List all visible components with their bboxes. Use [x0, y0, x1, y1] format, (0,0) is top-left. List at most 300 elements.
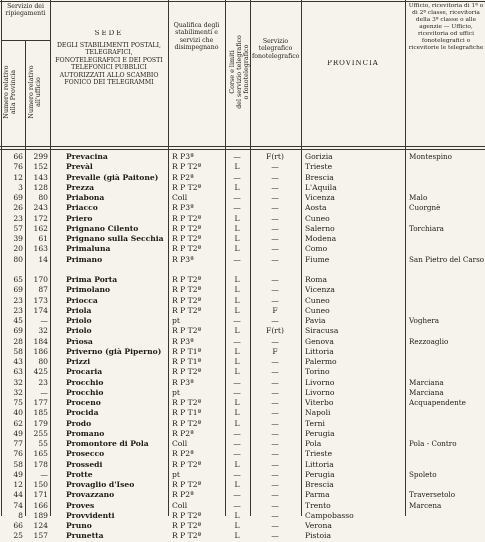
- cell-numero-ufficio: 166: [33, 500, 48, 510]
- cell-numero-ufficio: 124: [33, 521, 48, 530]
- cell-sede-name: Priverno (già Piperno): [66, 346, 162, 356]
- cell-qualifica: R P2ª: [172, 449, 194, 459]
- cell-qualifica: R P T2ª: [172, 459, 202, 469]
- cell-corse-limiti: —: [233, 254, 241, 264]
- cell-servizio: —: [271, 162, 279, 172]
- cell-qualifica: R P T2ª: [172, 162, 202, 172]
- cell-sede-name: Procida: [66, 408, 99, 418]
- cell-qualifica: R P T2ª: [172, 275, 202, 284]
- cell-numero-provincia: 39: [13, 234, 23, 243]
- table-row: [0, 193, 485, 204]
- cell-corse-limiti: L: [234, 367, 240, 377]
- cell-provincia: Trieste: [305, 162, 333, 172]
- cell-servizio: —: [271, 182, 279, 192]
- cell-servizio: —: [271, 275, 279, 284]
- cell-servizio: F: [272, 305, 278, 315]
- cell-provincia: Livorno: [305, 377, 335, 387]
- cell-numero-ufficio: 87: [38, 285, 48, 295]
- cell-numero-provincia: 44: [13, 490, 23, 500]
- cell-servizio: —: [271, 398, 279, 407]
- cell-sede-name: Protte: [66, 469, 93, 479]
- cell-provincia: Perugia: [305, 428, 335, 438]
- cell-numero-ufficio: 177: [33, 398, 48, 407]
- cell-sede-name: Prunetta: [66, 531, 104, 541]
- table-row: [0, 265, 485, 276]
- table-row: [0, 296, 485, 307]
- cell-numero-provincia: 43: [13, 357, 23, 366]
- cell-provincia: Trento: [305, 500, 331, 510]
- cell-qualifica: R P T1ª: [172, 346, 202, 356]
- cell-numero-provincia: 45: [13, 316, 23, 325]
- cell-provincia: Cuneo: [305, 305, 330, 315]
- cell-sede-name: Prìosa: [66, 336, 93, 346]
- cell-numero-provincia: 74: [13, 500, 23, 510]
- header-ufficio: Ufficio, ricevitoria di 1ª o di 2ª classe, ricevitoria della 3ª classe o alle agenzie — Ufficio, ricevitoria od uffici fonotelegrafici o ricevitorie le telegrafiche: [408, 3, 484, 51]
- cell-servizio: —: [271, 428, 279, 438]
- cell-sede-name: Prossedi: [66, 459, 103, 469]
- cell-servizio: —: [271, 244, 279, 254]
- cell-numero-provincia: 57: [13, 223, 23, 233]
- cell-servizio: —: [271, 234, 279, 243]
- header-qualifica: Qualifica degli stabilimenti e servizi che disimpegnano: [173, 22, 220, 52]
- cell-numero-ufficio: 163: [33, 244, 48, 254]
- cell-servizio: —: [271, 193, 279, 202]
- cell-numero-ufficio: 128: [33, 182, 48, 192]
- header-ripiegamenti: Servizio dei ripiegamenti: [5, 3, 46, 18]
- table-row: [0, 162, 485, 173]
- cell-numero-ufficio: 157: [33, 531, 48, 541]
- cell-corse-limiti: —: [233, 193, 241, 202]
- cell-sede-name: Prosecco: [66, 449, 105, 459]
- cell-ufficio: Voghera: [409, 316, 440, 325]
- cell-sede-name: Prevalle (già Paitone): [66, 172, 159, 182]
- table-row: [0, 255, 485, 266]
- cell-corse-limiti: L: [234, 182, 240, 192]
- table-row: [0, 367, 485, 378]
- cell-servizio: —: [271, 316, 279, 325]
- cell-servizio: —: [271, 408, 279, 418]
- cell-provincia: Torino: [305, 367, 330, 377]
- table-row: [0, 531, 485, 542]
- cell-servizio: F: [272, 346, 278, 356]
- table-row: [0, 460, 485, 471]
- cell-servizio: —: [271, 285, 279, 295]
- cell-provincia: Perugia: [305, 469, 335, 479]
- cell-numero-provincia: 8: [18, 510, 23, 520]
- cell-numero-ufficio: 186: [33, 346, 48, 356]
- cell-numero-ufficio: 172: [33, 213, 48, 223]
- cell-servizio: F(rt): [266, 152, 284, 161]
- cell-qualifica: R P T1ª: [172, 357, 202, 366]
- cell-provincia: Pavia: [305, 316, 326, 325]
- cell-corse-limiti: L: [234, 510, 240, 520]
- table-row: [0, 378, 485, 389]
- cell-sede-name: Priero: [66, 213, 93, 223]
- cell-numero-provincia: 62: [13, 418, 23, 428]
- cell-corse-limiti: —: [233, 316, 241, 325]
- cell-qualifica: R P T2ª: [172, 234, 202, 243]
- cell-numero-provincia: 40: [13, 408, 23, 418]
- cell-numero-provincia: 3: [18, 182, 23, 192]
- cell-servizio: —: [271, 500, 279, 510]
- cell-ufficio: Torchiara: [409, 223, 444, 233]
- cell-qualifica: Coll: [172, 500, 188, 510]
- table-row: [0, 521, 485, 532]
- cell-sede-name: Prignano Cilento: [66, 223, 139, 233]
- cell-sede-name: Procaria: [66, 367, 103, 377]
- cell-sede-name: Provaglio d'Iseo: [66, 480, 135, 489]
- cell-servizio: —: [271, 531, 279, 541]
- table-row: [0, 439, 485, 450]
- cell-qualifica: R P T2ª: [172, 367, 202, 377]
- cell-corse-limiti: —: [233, 449, 241, 459]
- cell-corse-limiti: L: [234, 305, 240, 315]
- cell-corse-limiti: L: [234, 213, 240, 223]
- cell-numero-provincia: 26: [13, 203, 23, 213]
- cell-sede-name: Proves: [66, 500, 95, 510]
- cell-corse-limiti: L: [234, 398, 240, 407]
- table-row: [0, 173, 485, 184]
- cell-sede-name: Priabona: [66, 193, 105, 202]
- cell-corse-limiti: —: [233, 387, 241, 397]
- cell-sede-name: Prizzi: [66, 357, 91, 366]
- cell-numero-ufficio: —: [40, 387, 48, 397]
- cell-servizio: —: [271, 223, 279, 233]
- cell-servizio: —: [271, 336, 279, 346]
- group-rule: [1, 40, 50, 41]
- cell-numero-provincia: 76: [13, 449, 23, 459]
- cell-ufficio: Traversetolo: [409, 490, 456, 500]
- cell-numero-ufficio: 299: [33, 152, 48, 161]
- table-row: [0, 316, 485, 327]
- cell-sede-name: Provazzano: [66, 490, 115, 500]
- table-row: [0, 490, 485, 501]
- cell-sede-name: Procchio: [66, 377, 104, 387]
- table-row: [0, 152, 485, 163]
- table-row: [0, 480, 485, 491]
- cell-qualifica: pt: [172, 469, 180, 479]
- cell-provincia: Palermo: [305, 357, 337, 366]
- cell-provincia: Viterbo: [305, 398, 334, 407]
- cell-numero-ufficio: 80: [38, 357, 48, 366]
- cell-corse-limiti: —: [233, 490, 241, 500]
- cell-servizio: —: [271, 418, 279, 428]
- cell-sede-name: Procchio: [66, 387, 104, 397]
- table-row: [0, 326, 485, 337]
- cell-numero-ufficio: 32: [38, 326, 48, 336]
- cell-numero-provincia: 58: [13, 459, 23, 469]
- cell-numero-ufficio: 425: [33, 367, 48, 377]
- cell-provincia: Parma: [305, 490, 330, 500]
- cell-provincia: Vicenza: [305, 285, 335, 295]
- cell-qualifica: Coll: [172, 439, 188, 448]
- cell-corse-limiti: L: [234, 418, 240, 428]
- cell-ufficio: Spoleto: [409, 469, 437, 479]
- table-row: [0, 429, 485, 440]
- cell-servizio: —: [271, 480, 279, 489]
- cell-numero-ufficio: 170: [33, 275, 48, 284]
- cell-numero-ufficio: 14: [38, 254, 48, 264]
- cell-numero-provincia: 12: [13, 480, 23, 489]
- table-row: [0, 347, 485, 358]
- table-row: [0, 244, 485, 255]
- header-rule: [0, 146, 485, 147]
- cell-corse-limiti: L: [234, 162, 240, 172]
- cell-numero-provincia: 63: [13, 367, 23, 377]
- cell-numero-ufficio: 55: [38, 439, 48, 448]
- cell-provincia: Pola: [305, 439, 322, 448]
- cell-ufficio: Montespino: [409, 152, 453, 161]
- cell-qualifica: R P3ª: [172, 152, 194, 161]
- cell-qualifica: R P2ª: [172, 428, 194, 438]
- table-row: [0, 306, 485, 317]
- cell-qualifica: R P T2ª: [172, 510, 202, 520]
- cell-numero-ufficio: —: [40, 469, 48, 479]
- cell-qualifica: R P T2ª: [172, 326, 202, 336]
- cell-numero-provincia: 49: [13, 428, 23, 438]
- cell-qualifica: R P T2ª: [172, 182, 202, 192]
- cell-sede-name: Primano: [66, 254, 103, 264]
- cell-sede-name: Priolo: [66, 326, 92, 336]
- cell-servizio: —: [271, 377, 279, 387]
- header-sede-title: SEDE: [94, 30, 124, 37]
- cell-provincia: Littoria: [305, 346, 334, 356]
- header-numero-ufficio: Numero relativo all'ufficio: [27, 65, 43, 119]
- cell-numero-ufficio: 171: [33, 490, 48, 500]
- cell-provincia: Roma: [305, 275, 328, 284]
- cell-qualifica: R P T2ª: [172, 521, 202, 530]
- cell-servizio: —: [271, 469, 279, 479]
- table-row: [0, 285, 485, 296]
- cell-qualifica: R P3ª: [172, 377, 194, 387]
- cell-numero-provincia: 75: [13, 398, 23, 407]
- cell-ufficio: Acquapendente: [409, 398, 466, 407]
- cell-qualifica: R P T2ª: [172, 531, 202, 541]
- header-rule: [0, 149, 485, 150]
- cell-provincia: Vicenza: [305, 193, 335, 202]
- cell-sede-name: Prima Porta: [66, 275, 118, 284]
- cell-provincia: Cuneo: [305, 213, 330, 223]
- cell-numero-ufficio: 150: [33, 480, 48, 489]
- cell-provincia: Littoria: [305, 459, 334, 469]
- cell-sede-name: Priocca: [66, 295, 98, 305]
- cell-provincia: Genova: [305, 336, 334, 346]
- cell-corse-limiti: —: [233, 469, 241, 479]
- cell-sede-name: Pruno: [66, 521, 92, 530]
- cell-numero-provincia: 58: [13, 346, 23, 356]
- cell-numero-ufficio: 61: [38, 234, 48, 243]
- cell-servizio: —: [271, 367, 279, 377]
- cell-numero-ufficio: 178: [33, 459, 48, 469]
- cell-qualifica: R P T2ª: [172, 418, 202, 428]
- cell-corse-limiti: —: [233, 377, 241, 387]
- cell-corse-limiti: —: [233, 336, 241, 346]
- cell-corse-limiti: L: [234, 234, 240, 243]
- cell-sede-name: Priacco: [66, 203, 98, 213]
- cell-numero-ufficio: —: [40, 316, 48, 325]
- cell-servizio: —: [271, 295, 279, 305]
- cell-numero-provincia: 23: [13, 213, 23, 223]
- top-rule: [0, 1, 485, 2]
- cell-provincia: Salerno: [305, 223, 335, 233]
- cell-qualifica: R P3ª: [172, 254, 194, 264]
- cell-corse-limiti: —: [233, 152, 241, 161]
- cell-numero-ufficio: 174: [33, 305, 48, 315]
- cell-corse-limiti: L: [234, 521, 240, 530]
- cell-qualifica: R P T2ª: [172, 244, 202, 254]
- cell-ufficio: Pola - Contro: [409, 439, 457, 448]
- cell-numero-provincia: 69: [13, 193, 23, 202]
- cell-numero-provincia: 76: [13, 162, 23, 172]
- cell-servizio: —: [271, 459, 279, 469]
- cell-corse-limiti: L: [234, 326, 240, 336]
- cell-corse-limiti: —: [233, 439, 241, 448]
- cell-qualifica: R P T2ª: [172, 295, 202, 305]
- cell-numero-provincia: 49: [13, 469, 23, 479]
- table-row: [0, 511, 485, 522]
- cell-sede-name: Prignano sulla Secchia: [66, 234, 164, 243]
- table-row: [0, 501, 485, 512]
- cell-numero-ufficio: 243: [33, 203, 48, 213]
- header-provincia: PROVINCIA: [327, 60, 379, 67]
- header-servizio: Servizio telegrafico fonotelegrafico: [252, 38, 299, 60]
- table-row: [0, 408, 485, 419]
- cell-ufficio: San Pietro del Carso: [409, 254, 485, 264]
- cell-corse-limiti: L: [234, 346, 240, 356]
- table-row: [0, 214, 485, 225]
- cell-provincia: Campobasso: [305, 510, 354, 520]
- cell-numero-ufficio: 162: [33, 223, 48, 233]
- cell-qualifica: R P3ª: [172, 336, 194, 346]
- cell-qualifica: R P3ª: [172, 203, 194, 213]
- cell-numero-provincia: 20: [13, 244, 23, 254]
- header-corse: Corse e limiti del servizio telegrafico o fonotelegrafico: [228, 35, 251, 109]
- cell-sede-name: Promontore di Pola: [66, 439, 149, 448]
- cell-qualifica: R P T1ª: [172, 408, 202, 418]
- cell-ufficio: Marciana: [409, 377, 444, 387]
- cell-corse-limiti: —: [233, 428, 241, 438]
- cell-provincia: Brescia: [305, 172, 334, 182]
- cell-ufficio: Rezzoaglio: [409, 336, 449, 346]
- cell-qualifica: Coll: [172, 193, 188, 202]
- cell-numero-provincia: 80: [13, 254, 23, 264]
- table-row: [0, 470, 485, 481]
- cell-servizio: F(rt): [266, 326, 284, 336]
- cell-provincia: Pistoia: [305, 531, 332, 541]
- cell-servizio: —: [271, 213, 279, 223]
- cell-numero-ufficio: 80: [38, 193, 48, 202]
- cell-numero-provincia: 69: [13, 285, 23, 295]
- table-row: [0, 449, 485, 460]
- table-row: [0, 183, 485, 194]
- cell-ufficio: Marciana: [409, 387, 444, 397]
- table-row: [0, 357, 485, 368]
- table-row: [0, 419, 485, 430]
- cell-qualifica: R P T2ª: [172, 398, 202, 407]
- cell-provincia: Trieste: [305, 449, 333, 459]
- cell-provincia: Verona: [305, 521, 332, 530]
- header-sede-desc: DEGLI STABILIMENTI POSTALI, TELEGRAFICI, FONOTELEGRAFICI E DEI POSTI TELEFONICI PUBBLICI AUTORIZZATI ALLO SCAMBIO FONICO DEI TELEGRAMMI: [55, 42, 163, 87]
- cell-provincia: L'Aquila: [305, 182, 337, 192]
- cell-corse-limiti: L: [234, 285, 240, 295]
- cell-numero-provincia: 25: [13, 531, 23, 541]
- cell-ufficio: Malo: [409, 193, 428, 202]
- cell-sede-name: Proceno: [66, 398, 101, 407]
- cell-numero-ufficio: 23: [38, 377, 48, 387]
- cell-sede-name: Prevàl: [66, 162, 93, 172]
- cell-servizio: —: [271, 254, 279, 264]
- cell-corse-limiti: —: [233, 172, 241, 182]
- cell-servizio: —: [271, 449, 279, 459]
- cell-qualifica: R P T2ª: [172, 223, 202, 233]
- cell-sede-name: Primolano: [66, 285, 111, 295]
- cell-servizio: —: [271, 510, 279, 520]
- cell-sede-name: Primaluna: [66, 244, 111, 254]
- cell-numero-provincia: 23: [13, 295, 23, 305]
- cell-numero-ufficio: 152: [33, 162, 48, 172]
- cell-sede-name: Priolo: [66, 316, 92, 325]
- table-row: [0, 275, 485, 286]
- table-row: [0, 203, 485, 214]
- cell-qualifica: R P T2ª: [172, 480, 202, 489]
- cell-provincia: Aosta: [305, 203, 327, 213]
- cell-provincia: Modena: [305, 234, 337, 243]
- table-row: [0, 398, 485, 409]
- cell-numero-ufficio: 173: [33, 295, 48, 305]
- cell-numero-ufficio: 165: [33, 449, 48, 459]
- cell-qualifica: R P T2ª: [172, 305, 202, 315]
- cell-numero-ufficio: 143: [33, 172, 48, 182]
- cell-sede-name: Promano: [66, 428, 105, 438]
- cell-corse-limiti: L: [234, 480, 240, 489]
- cell-numero-ufficio: 189: [33, 510, 48, 520]
- cell-numero-provincia: 32: [13, 377, 23, 387]
- table-row: [0, 224, 485, 235]
- cell-numero-provincia: 23: [13, 305, 23, 315]
- cell-numero-ufficio: 184: [33, 336, 48, 346]
- cell-provincia: Terni: [305, 418, 325, 428]
- cell-corse-limiti: L: [234, 357, 240, 366]
- cell-numero-provincia: 12: [13, 172, 23, 182]
- cell-servizio: —: [271, 203, 279, 213]
- cell-qualifica: pt: [172, 387, 180, 397]
- cell-corse-limiti: L: [234, 531, 240, 541]
- cell-servizio: —: [271, 387, 279, 397]
- cell-servizio: —: [271, 357, 279, 366]
- cell-numero-ufficio: 185: [33, 408, 48, 418]
- cell-servizio: —: [271, 172, 279, 182]
- cell-qualifica: R P T2ª: [172, 213, 202, 223]
- cell-qualifica: R P2ª: [172, 490, 194, 500]
- cell-provincia: Siracusa: [305, 326, 339, 336]
- cell-sede-name: Prodo: [66, 418, 92, 428]
- cell-ufficio: Marcena: [409, 500, 442, 510]
- cell-provincia: Brescia: [305, 480, 334, 489]
- cell-sede-name: Provvidenti: [66, 510, 115, 520]
- cell-qualifica: R P2ª: [172, 172, 194, 182]
- cell-numero-provincia: 69: [13, 326, 23, 336]
- cell-corse-limiti: L: [234, 459, 240, 469]
- cell-corse-limiti: L: [234, 223, 240, 233]
- cell-numero-ufficio: 179: [33, 418, 48, 428]
- table-row: [0, 337, 485, 348]
- cell-corse-limiti: —: [233, 203, 241, 213]
- cell-ufficio: Cuorgnè: [409, 203, 441, 213]
- cell-provincia: Livorno: [305, 387, 335, 397]
- table-row: [0, 234, 485, 245]
- cell-qualifica: R P T2ª: [172, 285, 202, 295]
- cell-numero-provincia: 32: [13, 387, 23, 397]
